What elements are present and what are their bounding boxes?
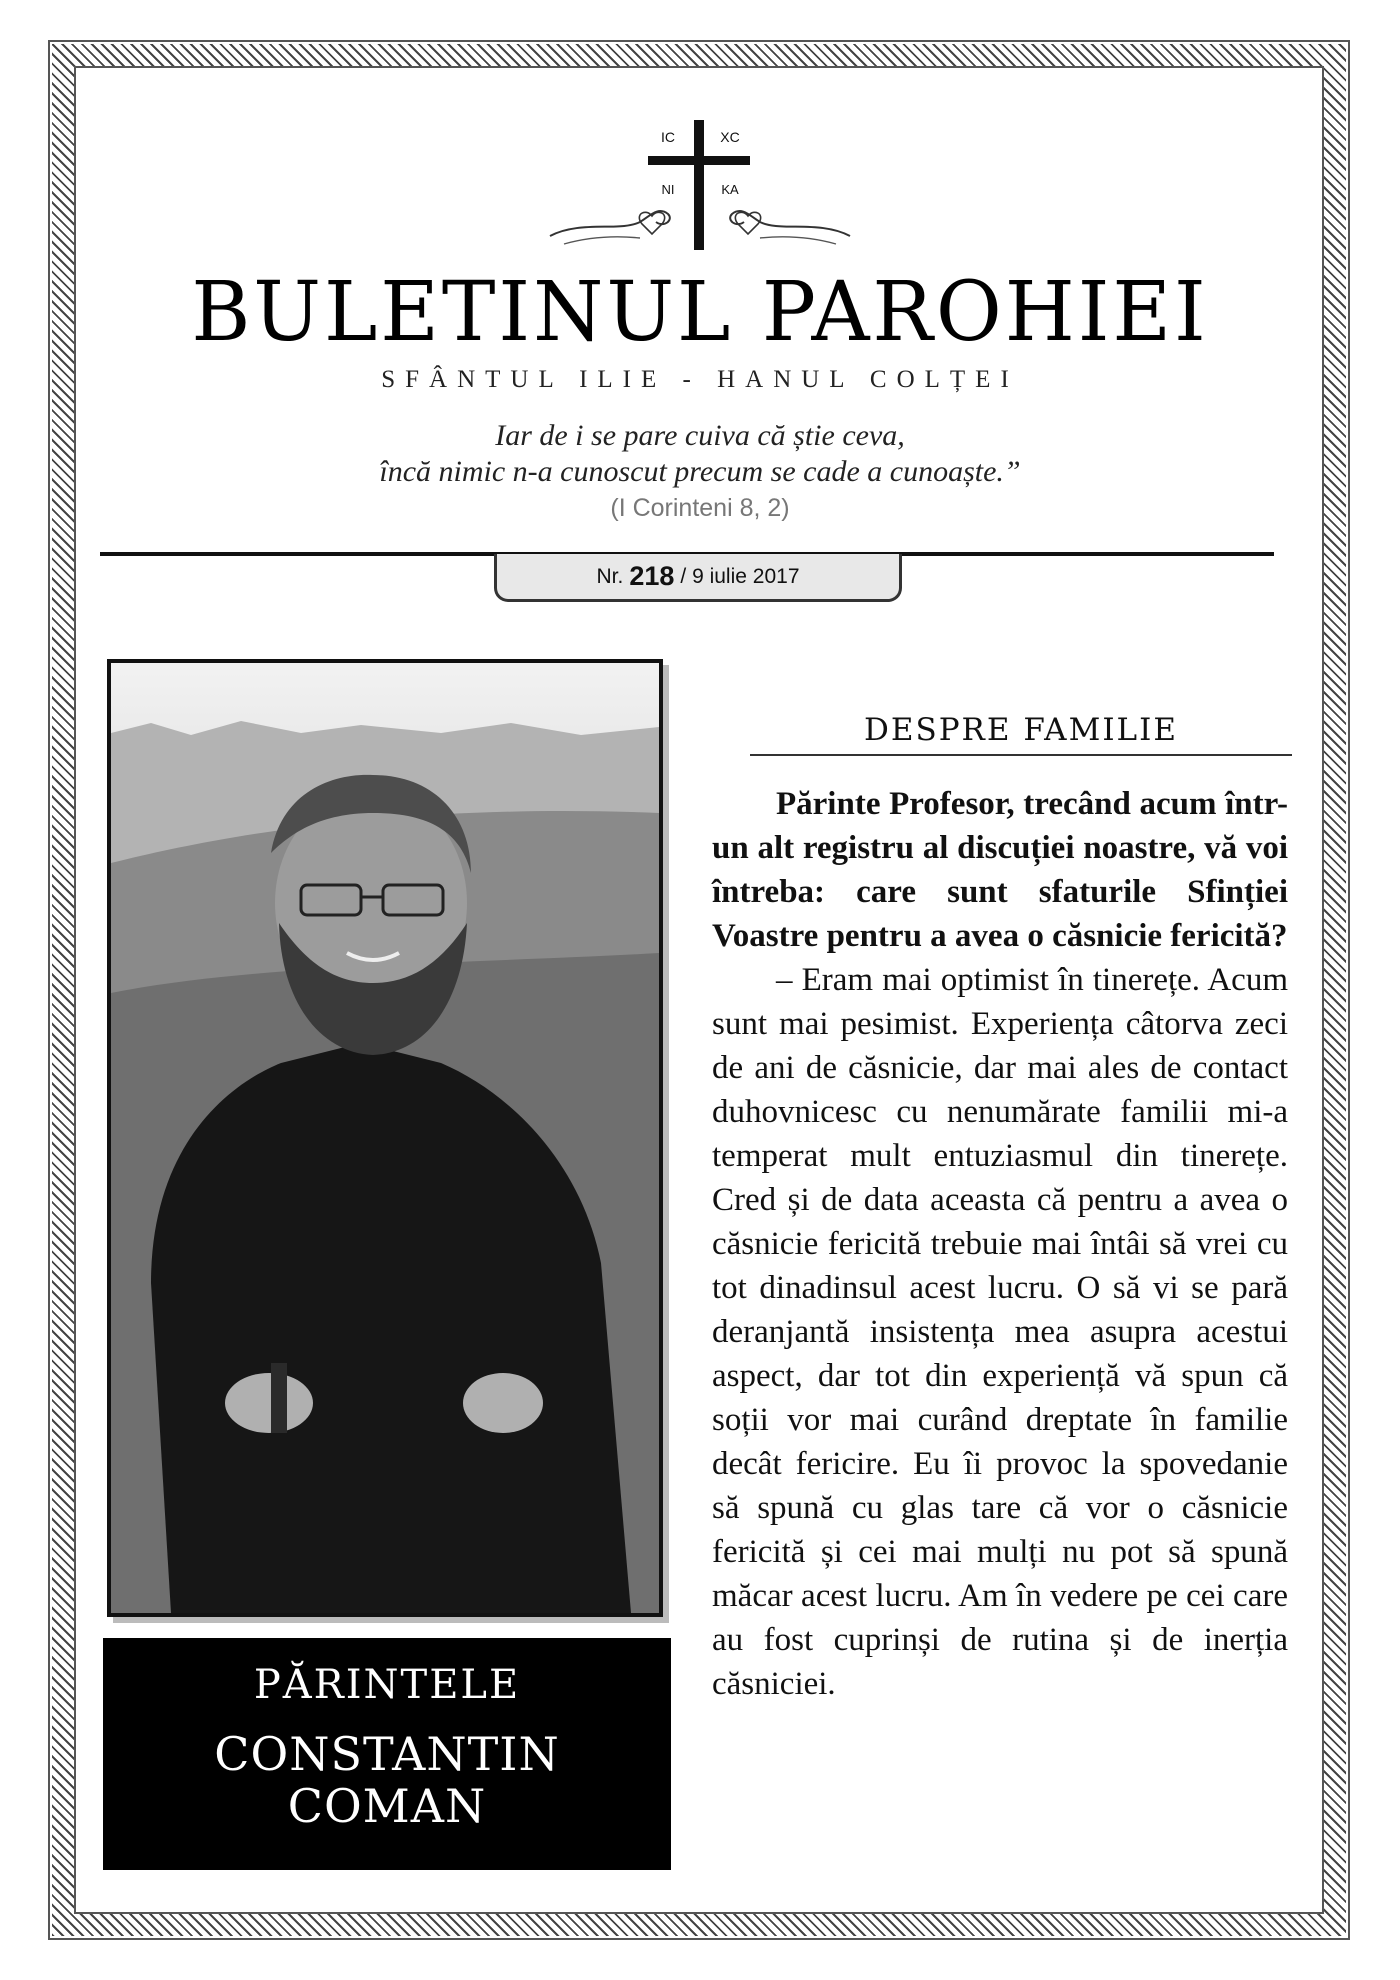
- issue-date: / 9 iulie 2017: [680, 564, 800, 588]
- bulletin-title: BULETINUL PAROHIEI: [191, 265, 1209, 360]
- name-plate: [103, 1638, 671, 1870]
- emblem-ic: IC: [661, 129, 675, 145]
- emblem-ni: NI: [661, 182, 675, 197]
- article-body: [712, 782, 1288, 1706]
- parish-subtitle: SFÂNTUL ILIE - HANUL COLȚEI: [381, 366, 1019, 393]
- section-heading: DESPRE FAMILIE: [750, 712, 1292, 756]
- issue-tab: [494, 554, 902, 602]
- name-title: PĂRINTELE: [253, 1662, 521, 1708]
- quote-line-2: încă nimic n-a cunoscut precum se cade a cunoaște.”: [379, 455, 1021, 488]
- interview-answer: – Eram mai optimist în tinerețe. Acum sunt mai pesimist. Experiența câtorva zeci de ani de căsnicie, dar mai ales de contact duhovnicesc cu nenumărate familii mi-a temperat mult entuziasmul din tinerețe. Cred și de data aceasta că pentru a avea o căsnicie fericită trebuie mai întâi să vrei cu tot dinadinsul acest lucru. O să vi se pară deranjantă insistența mea asupra acestui aspect, dar tot din experiență vă spun că soții vor mai curând dreptate în familie decât fericire. Eu îi provoc la spovedanie să spună cu glas tare că vor o căsnicie fericită și cei mai mulți nu pot să spună măcar acest lucru. Am în vedere pe cei care au fost cuprinși de rutina și de inerția căsniciei.: [712, 962, 1288, 1702]
- emblem-ka: KA: [721, 182, 739, 197]
- name-full: [103, 1728, 671, 1832]
- interview-question: Părinte Profesor, trecând acum într-un alt registru al discuției noastre, vă voi întreba: care sunt sfaturile Sfinției Voastre pentru a avea o căsnicie fericită?: [712, 786, 1288, 954]
- scripture-quote: [80, 418, 1320, 490]
- quote-source: (I Corinteni 8, 2): [610, 494, 790, 522]
- portrait-photo: [107, 659, 663, 1617]
- issue-number: 218: [629, 561, 675, 591]
- name-last: COMAN: [287, 1779, 487, 1833]
- cross-ic-xc-ni-ka-icon: [540, 110, 860, 260]
- portrait-photo-icon: [111, 663, 659, 1613]
- quote-line-1: Iar de i se pare cuiva că știe ceva,: [495, 419, 905, 452]
- name-first: CONSTANTIN: [214, 1727, 560, 1781]
- issue-prefix: Nr.: [596, 564, 624, 588]
- emblem-xc: XC: [720, 129, 740, 145]
